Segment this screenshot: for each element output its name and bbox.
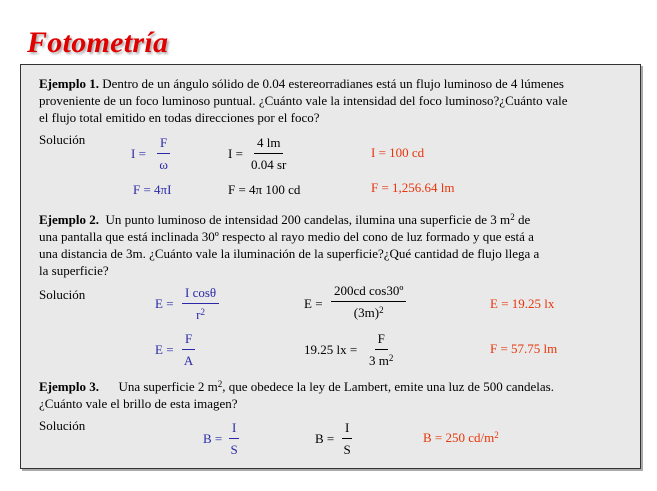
ex1-result-1: I = 100 cd <box>371 145 425 160</box>
example-2-heading: Ejemplo 2. <box>39 212 99 227</box>
ex1-formula-3: F = 4πI <box>133 182 172 197</box>
ex2-formula-2-den: (3m) <box>353 305 380 320</box>
example-1-text-3: el flujo total emitido en todas direcciones por el foco? <box>39 110 320 125</box>
ex3-formula-2-lhs: B = <box>315 431 335 446</box>
ex2-formula-1-den: r <box>196 307 201 322</box>
ex1-formula-2-den: 0.04 sr <box>251 157 287 172</box>
ex1-formula-2-lhs: I = <box>228 146 243 161</box>
ex2-formula-4-lhs: 19.25 lx = <box>304 342 358 357</box>
ex3-formula-2-num: I <box>342 420 352 439</box>
ex2-formula-4-num: F <box>375 331 388 350</box>
ex2-formula-3-lhs: E = <box>155 342 174 357</box>
ex1-formula-1-num: F <box>157 135 170 154</box>
ex2-formula-2-den-sup: 2 <box>379 305 384 315</box>
example-3-text-2: ¿Cuánto vale el brillo de esta imagen? <box>39 396 238 411</box>
ex1-result-2: F = 1,256.64 lm <box>371 180 455 195</box>
ex3-result-1-text: B = 250 cd/m <box>423 430 495 445</box>
ex2-formula-1-fraction <box>182 285 219 323</box>
ex3-formula-2-fraction <box>342 420 352 458</box>
example-1-line-1 <box>39 75 564 92</box>
example-1-text-1: Dentro de un ángulo sólido de 0.04 estereorradianes está un flujo luminoso de 4 lúmenes <box>102 76 564 91</box>
ex2-formula-4-den-sup: 2 <box>388 353 394 363</box>
ex3-result-1 <box>423 430 499 446</box>
page-title: Fotometría <box>27 26 169 59</box>
example-1-text-2: proveniente de un foco luminoso puntual. ¿Cuánto vale la intensidad del foco luminoso?¿Cuánto vale <box>39 93 568 108</box>
ex2-formula-1-den-wrap <box>196 304 205 323</box>
example-3-text-1b: , que obedece la ley de Lambert, emite una luz de 500 candelas. <box>222 379 554 394</box>
ex2-formula-3-den: A <box>183 353 194 368</box>
example-2-text-1b: de <box>514 212 531 227</box>
ex2-formula-2-lhs: E = <box>304 296 323 311</box>
ex2-formula-1-den-sup: 2 <box>200 307 205 317</box>
ex2-formula-4-den-wrap <box>369 350 393 369</box>
ex3-result-1-sup: 2 <box>494 430 499 440</box>
ex2-formula-2-den-wrap <box>354 302 384 321</box>
ex2-formula-4-fraction <box>369 331 393 369</box>
example-2-text-4: la superficie? <box>39 263 109 278</box>
example-3-line-1 <box>39 378 554 395</box>
example-2-text-1a: Un punto luminoso de intensidad 200 candelas, ilumina una superficie de 3 m <box>105 212 511 227</box>
ex1-formula-1-lhs: I = <box>131 146 146 161</box>
examples-panel <box>20 64 641 469</box>
ex3-formula-2-den: S <box>343 442 351 457</box>
ex2-result-2: F = 57.75 lm <box>490 341 558 356</box>
example-2-solution-label: Solución <box>39 287 86 302</box>
ex3-formula-1-den: S <box>230 442 238 457</box>
ex2-formula-2-num: 200cd cos30º <box>331 283 406 302</box>
ex2-formula-1-num: I cosθ <box>182 285 219 304</box>
ex3-formula-1-fraction <box>229 420 239 458</box>
example-2-line-1 <box>39 211 530 228</box>
ex3-formula-1-num: I <box>229 420 239 439</box>
ex1-formula-2-fraction <box>251 135 286 173</box>
example-3-heading: Ejemplo 3. <box>39 379 99 394</box>
ex2-formula-2-fraction <box>331 283 406 321</box>
ex3-formula-1-lhs: B = <box>203 431 223 446</box>
example-1-heading: Ejemplo 1. <box>39 76 99 91</box>
example-3-text-1a: Una superficie 2 m <box>118 379 218 394</box>
ex2-formula-3-fraction <box>182 331 195 369</box>
example-1-solution-label: Solución <box>39 132 86 147</box>
ex2-formula-4-den: 3 m <box>369 353 389 368</box>
example-2-text-3: una distancia de 3m. ¿Cuánto vale la iluminación de la superficie?¿Qué cantidad de flujo llega a <box>39 246 540 261</box>
example-3-solution-label: Solución <box>39 418 86 433</box>
ex2-result-1: E = 19.25 lx <box>490 296 555 311</box>
ex1-formula-1-fraction <box>157 135 170 173</box>
ex1-formula-4: F = 4π 100 cd <box>228 182 301 197</box>
example-2-text-2: una pantalla que está inclinada 30º respecto al rayo medio del cono de luz formado y que está a <box>39 229 534 244</box>
ex1-formula-1-den: ω <box>159 157 168 172</box>
example-2-text-1-sup: 2 <box>510 212 515 222</box>
ex2-formula-1-lhs: E = <box>155 296 174 311</box>
ex1-formula-2-num: 4 lm <box>254 135 283 154</box>
ex2-formula-3-num: F <box>182 331 195 350</box>
example-3-text-1-sup: 2 <box>217 379 223 389</box>
